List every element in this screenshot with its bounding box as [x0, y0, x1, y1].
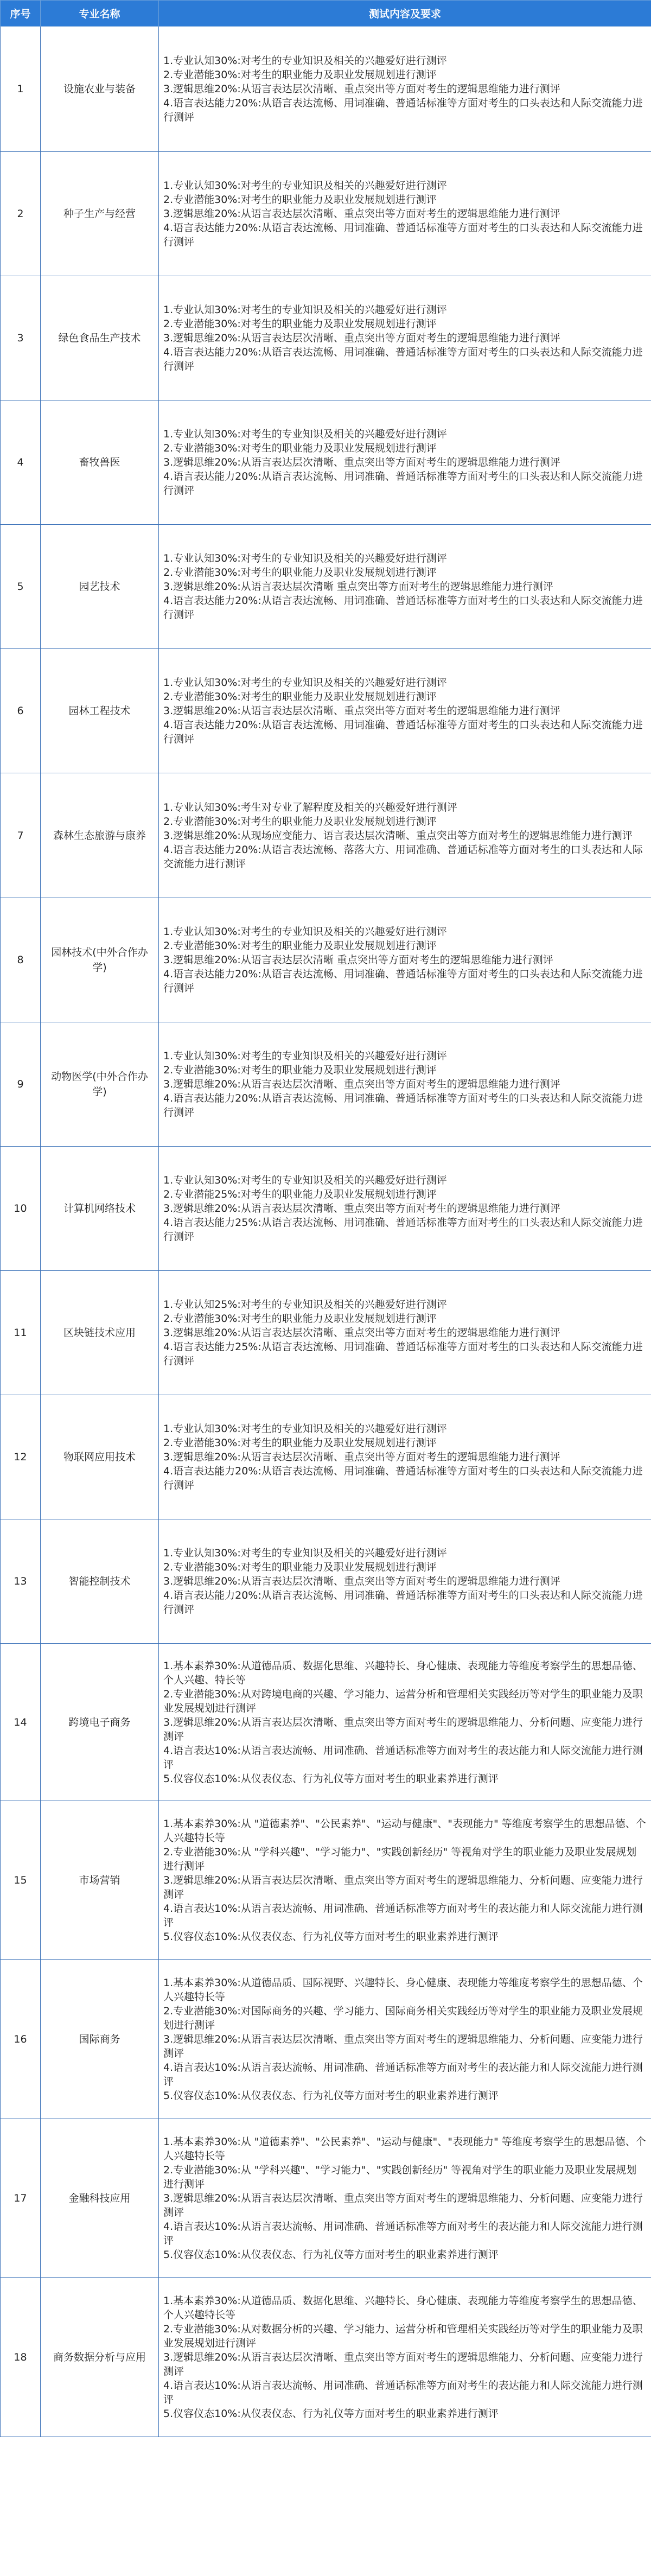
requirement-line: 3.逻辑思维20%:从语言表达层次清晰、重点突出等方面对考生的逻辑思维能力、分析问题、应变能力进行测评	[163, 2192, 643, 2218]
requirement-line: 3.逻辑思维20%:从语言表达层次清晰 重点突出等方面对考生的逻辑思维能力进行测评	[163, 954, 553, 966]
requirement-line: 2.专业潜能30%:对考生的职业能力及职业发展规划进行测评	[163, 194, 437, 206]
requirement-line: 4.语言表达能力20%:从语言表达流畅、用词准确、普通话标准等方面对考生的口头表达和人际交流能力进行测评	[163, 1092, 643, 1118]
major-name: 畜牧兽医	[41, 400, 159, 525]
requirement-line: 3.逻辑思维20%:从语言表达层次清晰、重点突出等方面对考生的逻辑思维能力进行测评	[163, 1327, 560, 1339]
test-content	[159, 649, 651, 773]
row-index: 5	[1, 525, 41, 649]
requirement-line: 1.基本素养30%:从道德品质、国际视野、兴趣特长、身心健康、表现能力等维度考察学生的思想品德、个人兴趣特长等	[163, 1976, 643, 2003]
table-row	[1, 2119, 651, 2278]
requirement-line: 4.语言表达能力25%:从语言表达流畅、用词准确、普通话标准等方面对考生的口头表达和人际交流能力进行测评	[163, 1217, 643, 1243]
test-content	[159, 1271, 651, 1395]
row-index: 10	[1, 1147, 41, 1271]
major-name: 园林工程技术	[41, 649, 159, 773]
requirement-line: 1.专业认知30%:对考生的专业知识及相关的兴趣爱好进行测评	[163, 180, 447, 192]
requirement-line: 2.专业潜能30%:对考生的职业能力及职业发展规划进行测评	[163, 442, 437, 454]
test-content	[159, 1960, 651, 2119]
table-row	[1, 2278, 651, 2437]
test-content	[159, 27, 651, 152]
requirement-line: 2.专业潜能30%:对考生的职业能力及职业发展规划进行测评	[163, 1313, 437, 1325]
major-name: 园林技术(中外合作办学)	[41, 898, 159, 1022]
row-index: 12	[1, 1395, 41, 1519]
test-content	[159, 1395, 651, 1519]
row-index: 4	[1, 400, 41, 525]
test-content	[159, 1519, 651, 1644]
test-content	[159, 152, 651, 276]
requirement-line: 2.专业潜能30%:对国际商务的兴趣、学习能力、国际商务相关实践经历等对学生的职业能力及职业发展规划进行测评	[163, 2005, 643, 2031]
requirement-line: 3.逻辑思维20%:从语言表达层次清晰、重点突出等方面对考生的逻辑思维能力进行测评	[163, 705, 560, 717]
requirement-line: 1.专业认知30%:对考生的专业知识及相关的兴趣爱好进行测评	[163, 1423, 447, 1435]
table-row	[1, 773, 651, 898]
major-name: 国际商务	[41, 1960, 159, 2119]
requirement-line: 2.专业潜能30%:对考生的职业能力及职业发展规划进行测评	[163, 815, 437, 828]
requirement-line: 4.语言表达10%:从语言表达流畅、用词准确、普通话标准等方面对考生的表达能力和人际交流能力进行测评	[163, 2379, 643, 2406]
requirement-line: 2.专业潜能30%:对考生的职业能力及职业发展规划进行测评	[163, 318, 437, 330]
requirement-line: 3.逻辑思维20%:从语言表达层次清晰、重点突出等方面对考生的逻辑思维能力进行测评	[163, 1575, 560, 1587]
table-row	[1, 1644, 651, 1801]
requirement-line: 2.专业潜能30%:从对数据分析的兴趣、学习能力、运营分析和管理相关实践经历等对学生的职业能力及职业发展规划进行测评	[163, 2323, 643, 2349]
requirement-line: 4.语言表达能力20%:从语言表达流畅、用词准确、普通话标准等方面对考生的口头表达和人际交流能力进行测评	[163, 97, 643, 123]
table-row	[1, 898, 651, 1022]
major-name: 动物医学(中外合作办学)	[41, 1022, 159, 1147]
table-row	[1, 649, 651, 773]
table-row	[1, 276, 651, 400]
table-row	[1, 1519, 651, 1644]
row-index: 7	[1, 773, 41, 898]
major-name: 森林生态旅游与康养	[41, 773, 159, 898]
row-index: 1	[1, 27, 41, 152]
test-content	[159, 1644, 651, 1801]
major-name: 绿色食品生产技术	[41, 276, 159, 400]
row-index: 9	[1, 1022, 41, 1147]
row-index: 11	[1, 1271, 41, 1395]
requirement-line: 4.语言表达能力20%:从语言表达流畅、落落大方、用词准确、普通话标准等方面对考生的口头表达和人际交流能力进行测评	[163, 843, 643, 870]
requirement-line: 4.语言表达能力20%:从语言表达流畅、用词准确、普通话标准等方面对考生的口头表达和人际交流能力进行测评	[163, 595, 643, 621]
major-name: 跨境电子商务	[41, 1644, 159, 1801]
requirement-line: 2.专业潜能30%:对考生的职业能力及职业发展规划进行测评	[163, 940, 437, 952]
requirement-line: 2.专业潜能30%:对考生的职业能力及职业发展规划进行测评	[163, 691, 437, 703]
test-content	[159, 1147, 651, 1271]
test-content	[159, 400, 651, 525]
requirement-line: 3.逻辑思维20%:从语言表达层次清晰、重点突出等方面对考生的逻辑思维能力、分析问题、应变能力进行测评	[163, 1874, 643, 1900]
requirement-line: 4.语言表达能力20%:从语言表达流畅、用词准确、普通话标准等方面对考生的口头表达和人际交流能力进行测评	[163, 1465, 643, 1491]
major-name: 设施农业与装备	[41, 27, 159, 152]
table-row	[1, 1022, 651, 1147]
major-name: 金融科技应用	[41, 2119, 159, 2278]
header-index: 序号	[1, 1, 41, 27]
requirement-line: 1.专业认知30%:对考生的专业知识及相关的兴趣爱好进行测评	[163, 1050, 447, 1062]
requirement-line: 1.专业认知30%:对考生的专业知识及相关的兴趣爱好进行测评	[163, 1547, 447, 1559]
requirement-line: 1.基本素养30%:从 "道德素养"、"公民素养"、"运动与健康"、"表现能力" 等维度考察学生的思想品德、个人兴趣特长等	[163, 2135, 646, 2162]
requirement-line: 1.专业认知30%:考生对专业了解程度及相关的兴趣爱好进行测评	[163, 801, 457, 813]
requirement-line: 4.语言表达10%:从语言表达流畅、用词准确、普通话标准等方面对考生的表达能力和人际交流能力进行测评	[163, 1744, 643, 1771]
requirement-line: 5.仪容仪态10%:从仪表仪态、行为礼仪等方面对考生的职业素养进行测评	[163, 2248, 499, 2261]
requirement-line: 5.仪容仪态10%:从仪表仪态、行为礼仪等方面对考生的职业素养进行测评	[163, 1772, 499, 1785]
requirement-line: 3.逻辑思维20%:从语言表达层次清晰、重点突出等方面对考生的逻辑思维能力进行测评	[163, 456, 560, 468]
requirement-line: 3.逻辑思维20%:从语言表达层次清晰、重点突出等方面对考生的逻辑思维能力进行测评	[163, 1451, 560, 1463]
table-body	[1, 27, 651, 2437]
test-content	[159, 1022, 651, 1147]
table-row	[1, 1271, 651, 1395]
test-content	[159, 898, 651, 1022]
requirement-line: 2.专业潜能30%:对考生的职业能力及职业发展规划进行测评	[163, 69, 437, 81]
requirement-line: 2.专业潜能30%:对考生的职业能力及职业发展规划进行测评	[163, 1437, 437, 1449]
table-row	[1, 1801, 651, 1960]
test-content	[159, 525, 651, 649]
requirement-line: 1.专业认知25%:对考生的专业知识及相关的兴趣爱好进行测评	[163, 1299, 447, 1311]
requirement-line: 4.语言表达能力20%:从语言表达流畅、用词准确、普通话标准等方面对考生的口头表达和人际交流能力进行测评	[163, 719, 643, 745]
row-index: 6	[1, 649, 41, 773]
requirement-line: 3.逻辑思维20%:从语言表达层次清晰、重点突出等方面对考生的逻辑思维能力、分析问题、应变能力进行测评	[163, 2351, 643, 2377]
requirement-line: 2.专业潜能30%:对考生的职业能力及职业发展规划进行测评	[163, 1561, 437, 1573]
table-row	[1, 1395, 651, 1519]
requirement-line: 3.逻辑思维20%:从现场应变能力、语言表达层次清晰、重点突出等方面对考生的逻辑思维能力进行测评	[163, 829, 633, 842]
requirement-line: 1.专业认知30%:对考生的专业知识及相关的兴趣爱好进行测评	[163, 677, 447, 689]
major-name: 商务数据分析与应用	[41, 2278, 159, 2437]
table-row	[1, 525, 651, 649]
header-major-name: 专业名称	[41, 1, 159, 27]
requirement-line: 4.语言表达10%:从语言表达流畅、用词准确、普通话标准等方面对考生的表达能力和人际交流能力进行测评	[163, 2220, 643, 2247]
table-row	[1, 1147, 651, 1271]
requirement-line: 4.语言表达10%:从语言表达流畅、用词准确、普通话标准等方面对考生的表达能力和人际交流能力进行测评	[163, 2061, 643, 2088]
row-index: 14	[1, 1644, 41, 1801]
row-index: 13	[1, 1519, 41, 1644]
major-name: 智能控制技术	[41, 1519, 159, 1644]
major-name: 区块链技术应用	[41, 1271, 159, 1395]
requirement-line: 3.逻辑思维20%:从语言表达层次清晰、重点突出等方面对考生的逻辑思维能力进行测评	[163, 83, 560, 95]
table-header-row	[1, 1, 651, 27]
requirement-line: 1.专业认知30%:对考生的专业知识及相关的兴趣爱好进行测评	[163, 55, 447, 67]
table-row	[1, 1960, 651, 2119]
requirement-line: 3.逻辑思维20%:从语言表达层次清晰、重点突出等方面对考生的逻辑思维能力进行测评	[163, 208, 560, 220]
test-content	[159, 2119, 651, 2278]
row-index: 17	[1, 2119, 41, 2278]
test-content	[159, 773, 651, 898]
major-name: 园艺技术	[41, 525, 159, 649]
table-row	[1, 400, 651, 525]
requirement-line: 2.专业潜能30%:从对跨境电商的兴趣、学习能力、运营分析和管理相关实践经历等对学生的职业能力及职业发展规划进行测评	[163, 1688, 643, 1714]
requirement-line: 1.专业认知30%:对考生的专业知识及相关的兴趣爱好进行测评	[163, 926, 447, 938]
requirement-line: 2.专业潜能30%:从 "学科兴趣"、"学习能力"、"实践创新经历" 等视角对学生的职业能力及职业发展规划进行测评	[163, 2164, 637, 2190]
table-row	[1, 152, 651, 276]
major-name: 计算机网络技术	[41, 1147, 159, 1271]
test-content	[159, 1801, 651, 1960]
requirement-line: 1.专业认知30%:对考生的专业知识及相关的兴趣爱好进行测评	[163, 1174, 447, 1186]
test-content	[159, 2278, 651, 2437]
row-index: 8	[1, 898, 41, 1022]
requirement-line: 3.逻辑思维20%:从语言表达层次清晰、重点突出等方面对考生的逻辑思维能力、分析问题、应变能力进行测评	[163, 1716, 643, 1742]
requirement-line: 4.语言表达能力20%:从语言表达流畅、用词准确、普通话标准等方面对考生的口头表达和人际交流能力进行测评	[163, 346, 643, 372]
requirement-line: 4.语言表达能力20%:从语言表达流畅、用词准确、普通话标准等方面对考生的口头表达和人际交流能力进行测评	[163, 470, 643, 497]
requirement-line: 5.仪容仪态10%:从仪表仪态、行为礼仪等方面对考生的职业素养进行测评	[163, 1930, 499, 1943]
major-name: 市场营销	[41, 1801, 159, 1960]
major-name: 种子生产与经营	[41, 152, 159, 276]
requirement-line: 5.仪容仪态10%:从仪表仪态、行为礼仪等方面对考生的职业素养进行测评	[163, 2407, 499, 2420]
major-name: 物联网应用技术	[41, 1395, 159, 1519]
requirement-line: 3.逻辑思维20%:从语言表达层次清晰、重点突出等方面对考生的逻辑思维能力进行测评	[163, 1203, 560, 1214]
requirement-line: 1.基本素养30%:从 "道德素养"、"公民素养"、"运动与健康"、"表现能力" 等维度考察学生的思想品德、个人兴趣特长等	[163, 1817, 646, 1844]
requirement-line: 3.逻辑思维20%:从语言表达层次清晰、重点突出等方面对考生的逻辑思维能力进行测评	[163, 332, 560, 344]
requirement-line: 2.专业潜能30%:对考生的职业能力及职业发展规划进行测评	[163, 1064, 437, 1076]
requirement-line: 5.仪容仪态10%:从仪表仪态、行为礼仪等方面对考生的职业素养进行测评	[163, 2089, 499, 2102]
requirement-line: 4.语言表达能力20%:从语言表达流畅、用词准确、普通话标准等方面对考生的口头表达和人际交流能力进行测评	[163, 968, 643, 994]
row-index: 16	[1, 1960, 41, 2119]
row-index: 15	[1, 1801, 41, 1960]
requirement-line: 4.语言表达能力20%:从语言表达流畅、用词准确、普通话标准等方面对考生的口头表达和人际交流能力进行测评	[163, 222, 643, 248]
requirement-line: 2.专业潜能30%:对考生的职业能力及职业发展规划进行测评	[163, 567, 437, 578]
requirement-line: 3.逻辑思维20%:从语言表达层次清晰 重点突出等方面对考生的逻辑思维能力进行测评	[163, 581, 553, 593]
requirement-line: 4.语言表达能力20%:从语言表达流畅、用词准确、普通话标准等方面对考生的口头表达和人际交流能力进行测评	[163, 1589, 643, 1615]
requirement-line: 3.逻辑思维20%:从语言表达层次清晰、重点突出等方面对考生的逻辑思维能力、分析问题、应变能力进行测评	[163, 2033, 643, 2059]
row-index: 2	[1, 152, 41, 276]
requirement-line: 1.专业认知30%:对考生的专业知识及相关的兴趣爱好进行测评	[163, 552, 447, 564]
header-test-content: 测试内容及要求	[159, 1, 651, 27]
row-index: 3	[1, 276, 41, 400]
requirement-line: 1.基本素养30%:从道德品质、数据化思维、兴趣特长、身心健康、表现能力等维度考察学生的思想品德、个人兴趣、特长等	[163, 1659, 643, 1686]
requirement-line: 2.专业潜能25%:对考生的职业能力及职业发展规划进行测评	[163, 1188, 437, 1200]
requirement-line: 1.专业认知30%:对考生的专业知识及相关的兴趣爱好进行测评	[163, 428, 447, 440]
requirement-line: 4.语言表达10%:从语言表达流畅、用词准确、普通话标准等方面对考生的表达能力和人际交流能力进行测评	[163, 1902, 643, 1929]
requirement-line: 1.专业认知30%:对考生的专业知识及相关的兴趣爱好进行测评	[163, 304, 447, 316]
row-index: 18	[1, 2278, 41, 2437]
requirement-line: 1.基本素养30%:从道德品质、数据化思维、兴趣特长、身心健康、表现能力等维度考察学生的思想品德、个人兴趣特长等	[163, 2294, 643, 2321]
table-row	[1, 27, 651, 152]
test-content	[159, 276, 651, 400]
requirement-line: 2.专业潜能30%:从 "学科兴趣"、"学习能力"、"实践创新经历" 等视角对学生的职业能力及职业发展规划进行测评	[163, 1846, 637, 1872]
requirement-line: 3.逻辑思维20%:从语言表达层次清晰、重点突出等方面对考生的逻辑思维能力进行测评	[163, 1078, 560, 1090]
requirement-line: 4.语言表达能力25%:从语言表达流畅、用词准确、普通话标准等方面对考生的口头表达和人际交流能力进行测评	[163, 1341, 643, 1367]
